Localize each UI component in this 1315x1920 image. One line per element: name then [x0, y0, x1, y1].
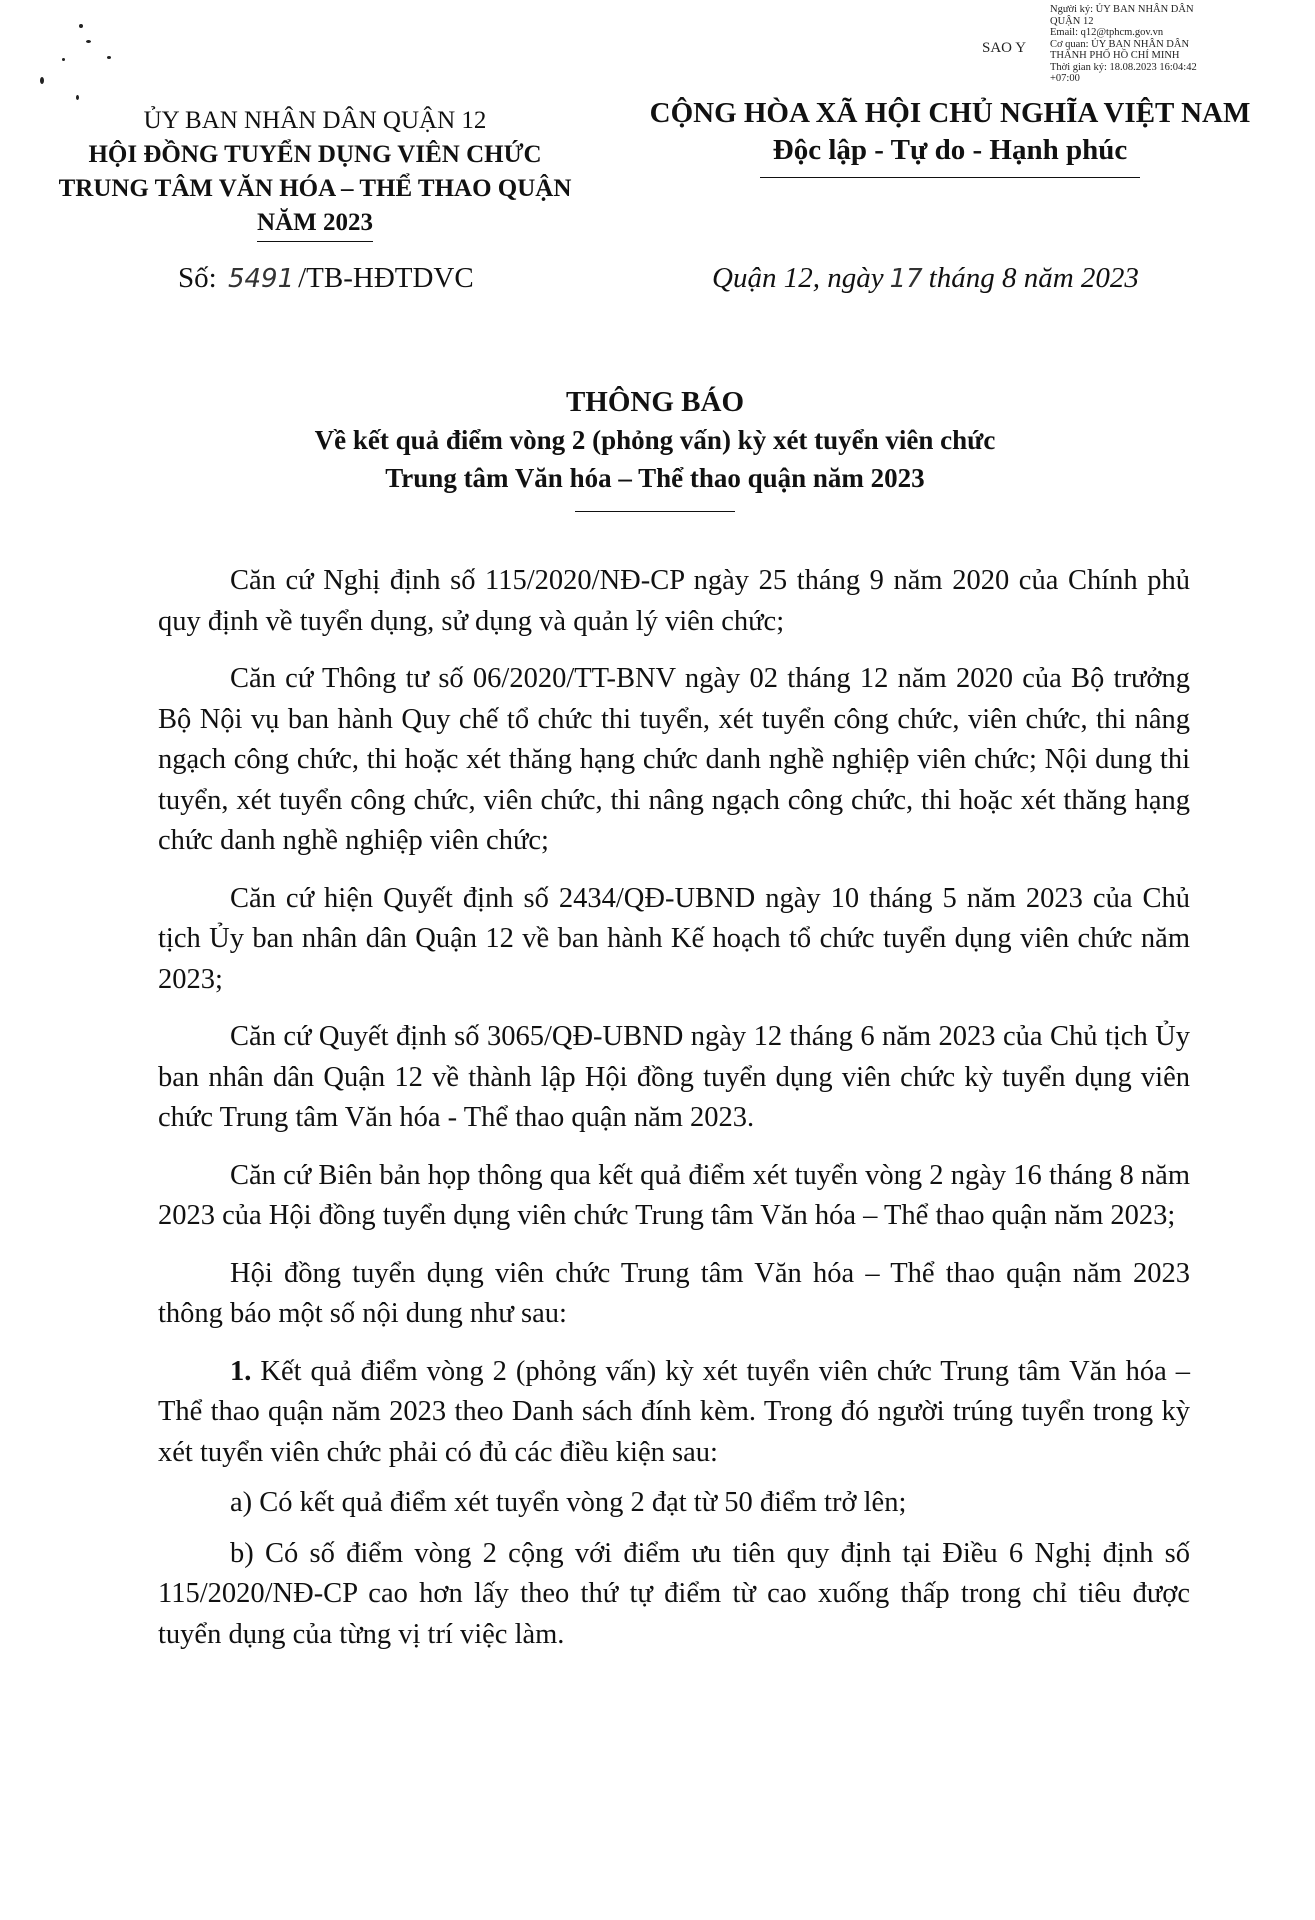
paragraph: Căn cứ hiện Quyết định số 2434/QĐ-UBND ngày 10 tháng 5 năm 2023 của Chủ tịch Ủy ban nhân dân Quận 12 về ban hành Kế hoạch tổ chức tuyển dụng viên chức năm 2023; [158, 882, 1190, 995]
item-text: Kết quả điểm vòng 2 (phỏng vấn) kỳ xét tuyển viên chức Trung tâm Văn hóa – Thể thao quận năm 2023 theo Danh sách đính kèm. Trong đó người trúng tuyển trong kỳ xét tuyển viên chức phải có đủ các điều kiện sau: [158, 1355, 1191, 1468]
stamp-line: Cơ quan: ỦY BAN NHÂN DÂN [1050, 38, 1190, 50]
doc-prefix: Số: [178, 262, 217, 294]
copy-mark: SAO Y [982, 40, 1027, 56]
document-date [712, 262, 1139, 295]
paragraph: Căn cứ Quyết định số 3065/QĐ-UBND ngày 12 tháng 6 năm 2023 của Chủ tịch Ủy ban nhân dân Quận 12 về thành lập Hội đồng tuyển dụng viên chức kỳ tuyển dụng viên chức Trung tâm Văn hóa - Thể thao quận năm 2023. [158, 1021, 1190, 1133]
doc-number: 5491 [227, 264, 295, 294]
signature-stamp [1050, 4, 1312, 85]
document-body [158, 561, 1190, 1665]
scan-speck [62, 58, 65, 61]
stamp-line: Email: q12@tphcm.gov.vn [1050, 27, 1164, 38]
condition: b) Có số điểm vòng 2 cộng với điểm ưu tiên quy định tại Điều 6 Nghị định số 115/2020/NĐ-CP cao hơn lấy theo thứ tự điểm từ cao xuống thấp trong chỉ tiêu được tuyển dụng của từng vị trí việc làm. [158, 1537, 1190, 1650]
issuer-line: ỦY BAN NHÂN DÂN QUẬN 12 [143, 107, 487, 134]
paragraph: Căn cứ Nghị định số 115/2020/NĐ-CP ngày 25 tháng 9 năm 2020 của Chính phủ quy định về tuyển dụng, sử dụng và quản lý viên chức; [158, 565, 1190, 637]
date-day: 17 [889, 264, 923, 294]
paragraph: Căn cứ Biên bản họp thông qua kết quả điểm xét tuyển vòng 2 ngày 16 tháng 8 năm 2023 của Hội đồng tuyển dụng viên chức Trung tâm Văn hóa – Thể thao quận năm 2023; [158, 1159, 1190, 1231]
doc-suffix: /TB-HĐTDVC [298, 262, 474, 294]
stamp-line: +07:00 [1050, 73, 1080, 84]
issuer-line: NĂM 2023 [257, 206, 373, 242]
date-prefix: Quận 12, ngày [712, 262, 884, 294]
paragraph: Hội đồng tuyển dụng viên chức Trung tâm Văn hóa – Thể thao quận năm 2023 thông báo một số nội dung như sau: [158, 1257, 1190, 1329]
stamp-line: Thời gian ký: 18.08.2023 16:04:42 [1050, 61, 1197, 73]
national-header [630, 95, 1270, 178]
nation-title: CỘNG HÒA XÃ HỘI CHỦ NGHĨA VIỆT NAM [649, 97, 1251, 129]
issuer-line: TRUNG TÂM VĂN HÓA – THỂ THAO QUẬN [58, 175, 572, 202]
title-underline [575, 511, 735, 512]
paragraph: Căn cứ Thông tư số 06/2020/TT-BNV ngày 02 tháng 12 năm 2020 của Bộ trưởng Bộ Nội vụ ban hành Quy chế tổ chức thi tuyển, xét tuyển công chức, viên chức, thi nâng ngạch công chức, thi hoặc xét thăng hạng chức danh nghề nghiệp viên chức; Nội dung thi tuyển, xét tuyển công chức, viên chức, thi nâng ngạch công chức, thi hoặc xét thăng hạng chức danh nghề nghiệp viên chức; [158, 663, 1190, 856]
scan-speck [86, 40, 91, 43]
stamp-line: QUẬN 12 [1050, 15, 1094, 27]
title-main: THÔNG BÁO [565, 386, 745, 418]
stamp-line: Người ký: ỦY BAN NHÂN DÂN [1050, 4, 1194, 15]
date-suffix: tháng 8 năm 2023 [928, 262, 1139, 294]
motto: Độc lập - Tự do - Hạnh phúc [772, 134, 1128, 166]
condition: a) Có kết quả điểm xét tuyển vòng 2 đạt từ 50 điểm trở lên; [230, 1487, 907, 1518]
motto-underline [760, 177, 1140, 178]
issuer-block [50, 104, 580, 242]
document-number [178, 262, 474, 295]
scan-speck [40, 77, 44, 84]
scan-speck [79, 24, 83, 28]
scan-speck [76, 95, 79, 100]
title-line: Trung tâm Văn hóa – Thể thao quận năm 2023 [385, 463, 925, 493]
stamp-line: THÀNH PHỐ HỒ CHÍ MINH [1050, 50, 1180, 61]
issuer-line: HỘI ĐỒNG TUYỂN DỤNG VIÊN CHỨC [88, 141, 542, 168]
document-title [240, 383, 1070, 512]
item-number: 1. [230, 1355, 252, 1387]
title-line: Về kết quả điểm vòng 2 (phỏng vấn) kỳ xét tuyển viên chức [314, 425, 996, 455]
scan-speck [107, 56, 111, 59]
item-paragraph [158, 1352, 1190, 1474]
